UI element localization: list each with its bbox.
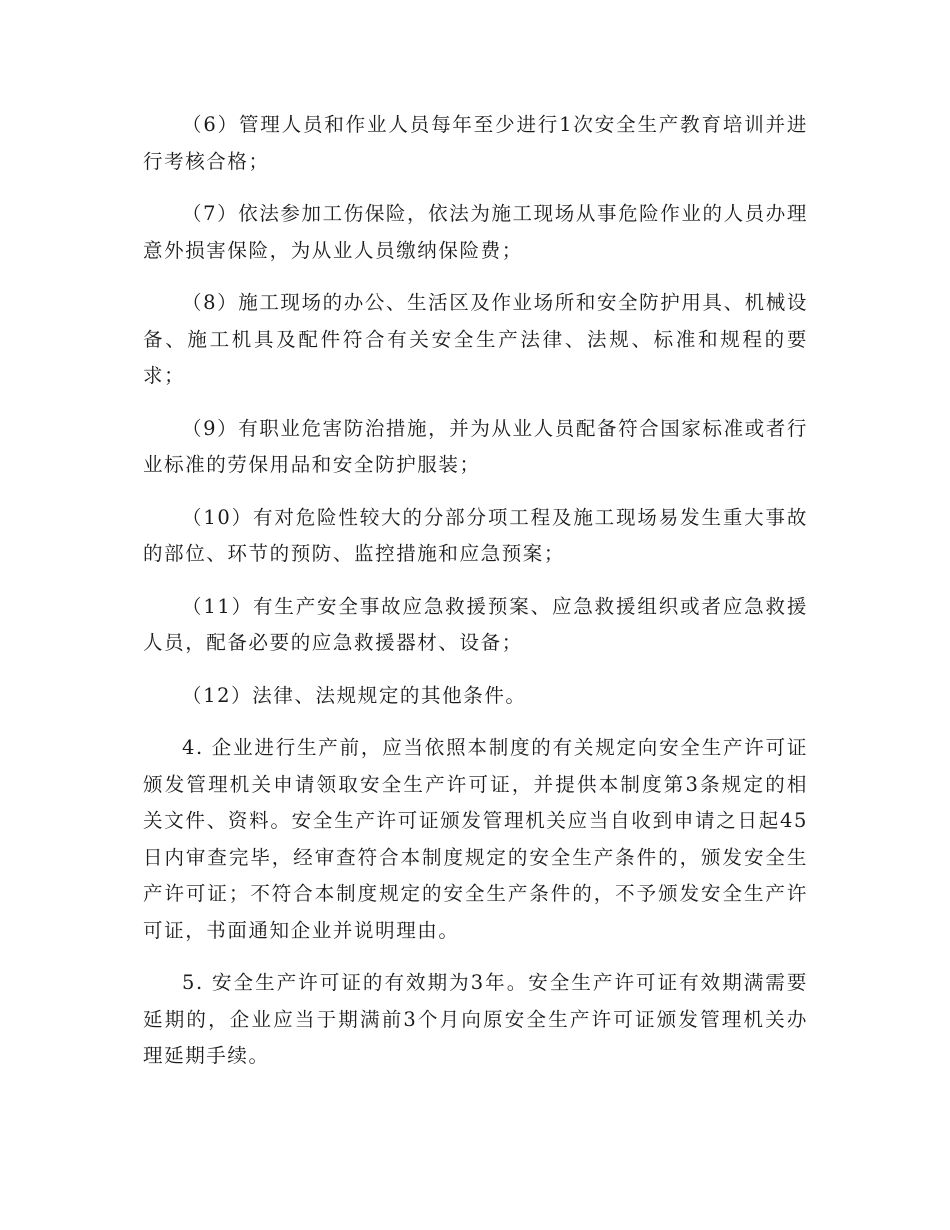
paragraph-clause-4: 4. 企业进行生产前，应当依照本制度的有关规定向安全生产许可证颁发管理机关申请领取安全生产许可证，并提供本制度第3条规定的相关文件、资料。安全生产许可证颁发管理机关应当自收到申请之日起45日内审查完毕，经审查符合本制度规定的安全生产条件的，颁发安全生产许可证；不符合本制度规定的安全生产条件的，不予颁发安全生产许可证，书面通知企业并说明理由。 (143, 736, 808, 942)
paragraph-item-7: （7）依法参加工伤保险，依法为施工现场从事危险作业的人员办理意外损害保险，为从业人员缴纳保险费； (143, 202, 808, 262)
document-body (143, 107, 808, 1091)
paragraph-clause-5: 5. 安全生产许可证的有效期为3年。安全生产许可证有效期满需要延期的，企业应当于期满前3个月向原安全生产许可证颁发管理机关办理延期手续。 (143, 971, 808, 1067)
paragraph-item-12: （12）法律、法规规定的其他条件。 (182, 683, 527, 707)
paragraph-item-10: （10）有对危险性较大的分部分项工程及施工现场易发生重大事故的部位、环节的预防、监控措施和应急预案； (143, 505, 808, 565)
paragraph-item-11: （11）有生产安全事故应急救援预案、应急救援组织或者应急救援人员，配备必要的应急救援器材、设备； (143, 594, 808, 654)
paragraph-item-8: （8）施工现场的办公、生活区及作业场所和安全防护用具、机械设备、施工机具及配件符合有关安全生产法律、法规、标准和规程的要求； (143, 291, 808, 387)
paragraph-item-9: （9）有职业危害防治措施，并为从业人员配备符合国家标准或者行业标准的劳保用品和安全防护服装； (143, 416, 808, 476)
paragraph-item-6: （6）管理人员和作业人员每年至少进行1次安全生产教育培训并进行考核合格； (143, 113, 808, 173)
